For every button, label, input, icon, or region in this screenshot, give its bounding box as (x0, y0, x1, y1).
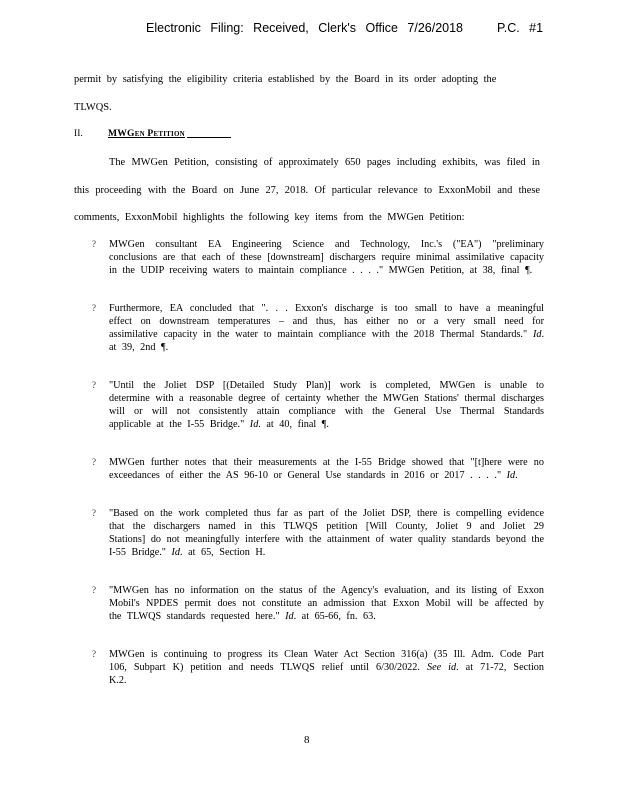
filing-header (0, 21, 618, 39)
continuation-line-1: permit by satisfying the eligibility criteria established by the Board in its order adopting the (74, 74, 497, 85)
continuation-paragraph (74, 66, 540, 121)
citation-tail: . at 40, final ¶. (258, 419, 329, 430)
citation-tail: . (515, 470, 518, 481)
citation-id: Id (249, 419, 259, 430)
bullet-marker: ? (92, 585, 96, 595)
bullet-marker: ? (92, 649, 96, 659)
list-item-text: MWGen is continuing to progress its Clean Water Act Section 316(a) (35 Ill. Adm. Code Part 106, Subpart K) petition and needs TLWQS relief until 6/30/2022. (109, 649, 544, 673)
citation-id: See id (426, 662, 457, 673)
citation-id: Id (506, 470, 516, 481)
list-item-text: "Based on the work completed thus far as part of the Joliet DSP, there is compelling evidence that the dischargers named in this TLWQS petition [Will County, Joliet 9 and Joliet 29 Stations] do not meaningfully interfere with the attainment of water quality standards beyond the I-55 Bridge." (109, 508, 544, 558)
list-item (92, 379, 544, 431)
bullet-marker: ? (92, 508, 96, 518)
bullet-marker: ? (92, 380, 96, 390)
list-item (92, 456, 544, 482)
list-item-text: MWGen consultant EA Engineering Science and Technology, Inc.'s ("EA") "preliminary conclusions are that each of these [downstream] dischargers require minimal assimilative capacity in the UDIP receiving waters to maintain compliance . . . ." MWGen Petition, at 38, final ¶. (109, 239, 544, 276)
list-item (92, 648, 544, 687)
list-item (92, 238, 544, 277)
citation-id: Id (171, 547, 180, 558)
bullet-marker: ? (92, 239, 96, 249)
list-item-text: Furthermore, EA concluded that ". . . Exxon's discharge is too small to have a meaningful effect on downstream temperatures – and thus, has either no or a very small need for assimilative capacity in the water to maintain compliance with the 2018 Thermal Standards." (109, 303, 544, 340)
list-item-text: "MWGen has no information on the status of the Agency's evaluation, and its listing of Exxon Mobil's NPDES permit does not constitute an admission that Exxon Mobil will be affected by the TLWQS standards requested here." (109, 585, 544, 622)
bullet-marker: ? (92, 457, 96, 467)
citation-id: Id (532, 329, 542, 340)
citation-tail: . at 65-66, fn. 63. (293, 611, 376, 622)
intro-paragraph: The MWGen Petition, consisting of approximately 650 pages including exhibits, was filed in this proceeding with the Board on June 27, 2018. Of particular relevance to ExxonMobil and these comments, ExxonMobil highlights the following key items from the MWGen Petition: (74, 157, 540, 223)
bullet-marker: ? (92, 303, 96, 313)
list-item-text: "Until the Joliet DSP [(Detailed Study Plan)] work is completed, MWGen is unable to determine with a reasonable degree of certainty whether the MWGen Stations' thermal discharges will or will not consistently attain compliance with the General Use Thermal Standards applicable at the I-55 Bridge." (109, 380, 544, 430)
page-number: 8 (304, 734, 310, 746)
list-item (92, 507, 544, 559)
continuation-line-2: TLWQS. (74, 101, 112, 113)
section-heading (74, 126, 544, 144)
filing-stamp: Electronic Filing: Received, Clerk's Office 7/26/2018 (146, 21, 464, 35)
key-items-list (92, 238, 544, 687)
section-number: II. (74, 128, 83, 139)
citation-tail: . at 65, Section H. (180, 547, 266, 558)
citation-id: Id (285, 611, 294, 622)
list-item (92, 584, 544, 623)
section-title: MWGen Petition (108, 128, 231, 139)
citation-tail: . at 39, 2nd ¶. (109, 329, 544, 353)
list-item-text: MWGen further notes that their measurements at the I-55 Bridge showed that "[t]here were no exceedances of either the AS 96-10 or General Use standards in 2016 or 2017 . . . ." (109, 457, 544, 481)
citation-tail: . at 71-72, Section K.2. (109, 662, 544, 686)
list-item (92, 302, 544, 354)
public-comment-number: P.C. #1 (497, 21, 544, 35)
